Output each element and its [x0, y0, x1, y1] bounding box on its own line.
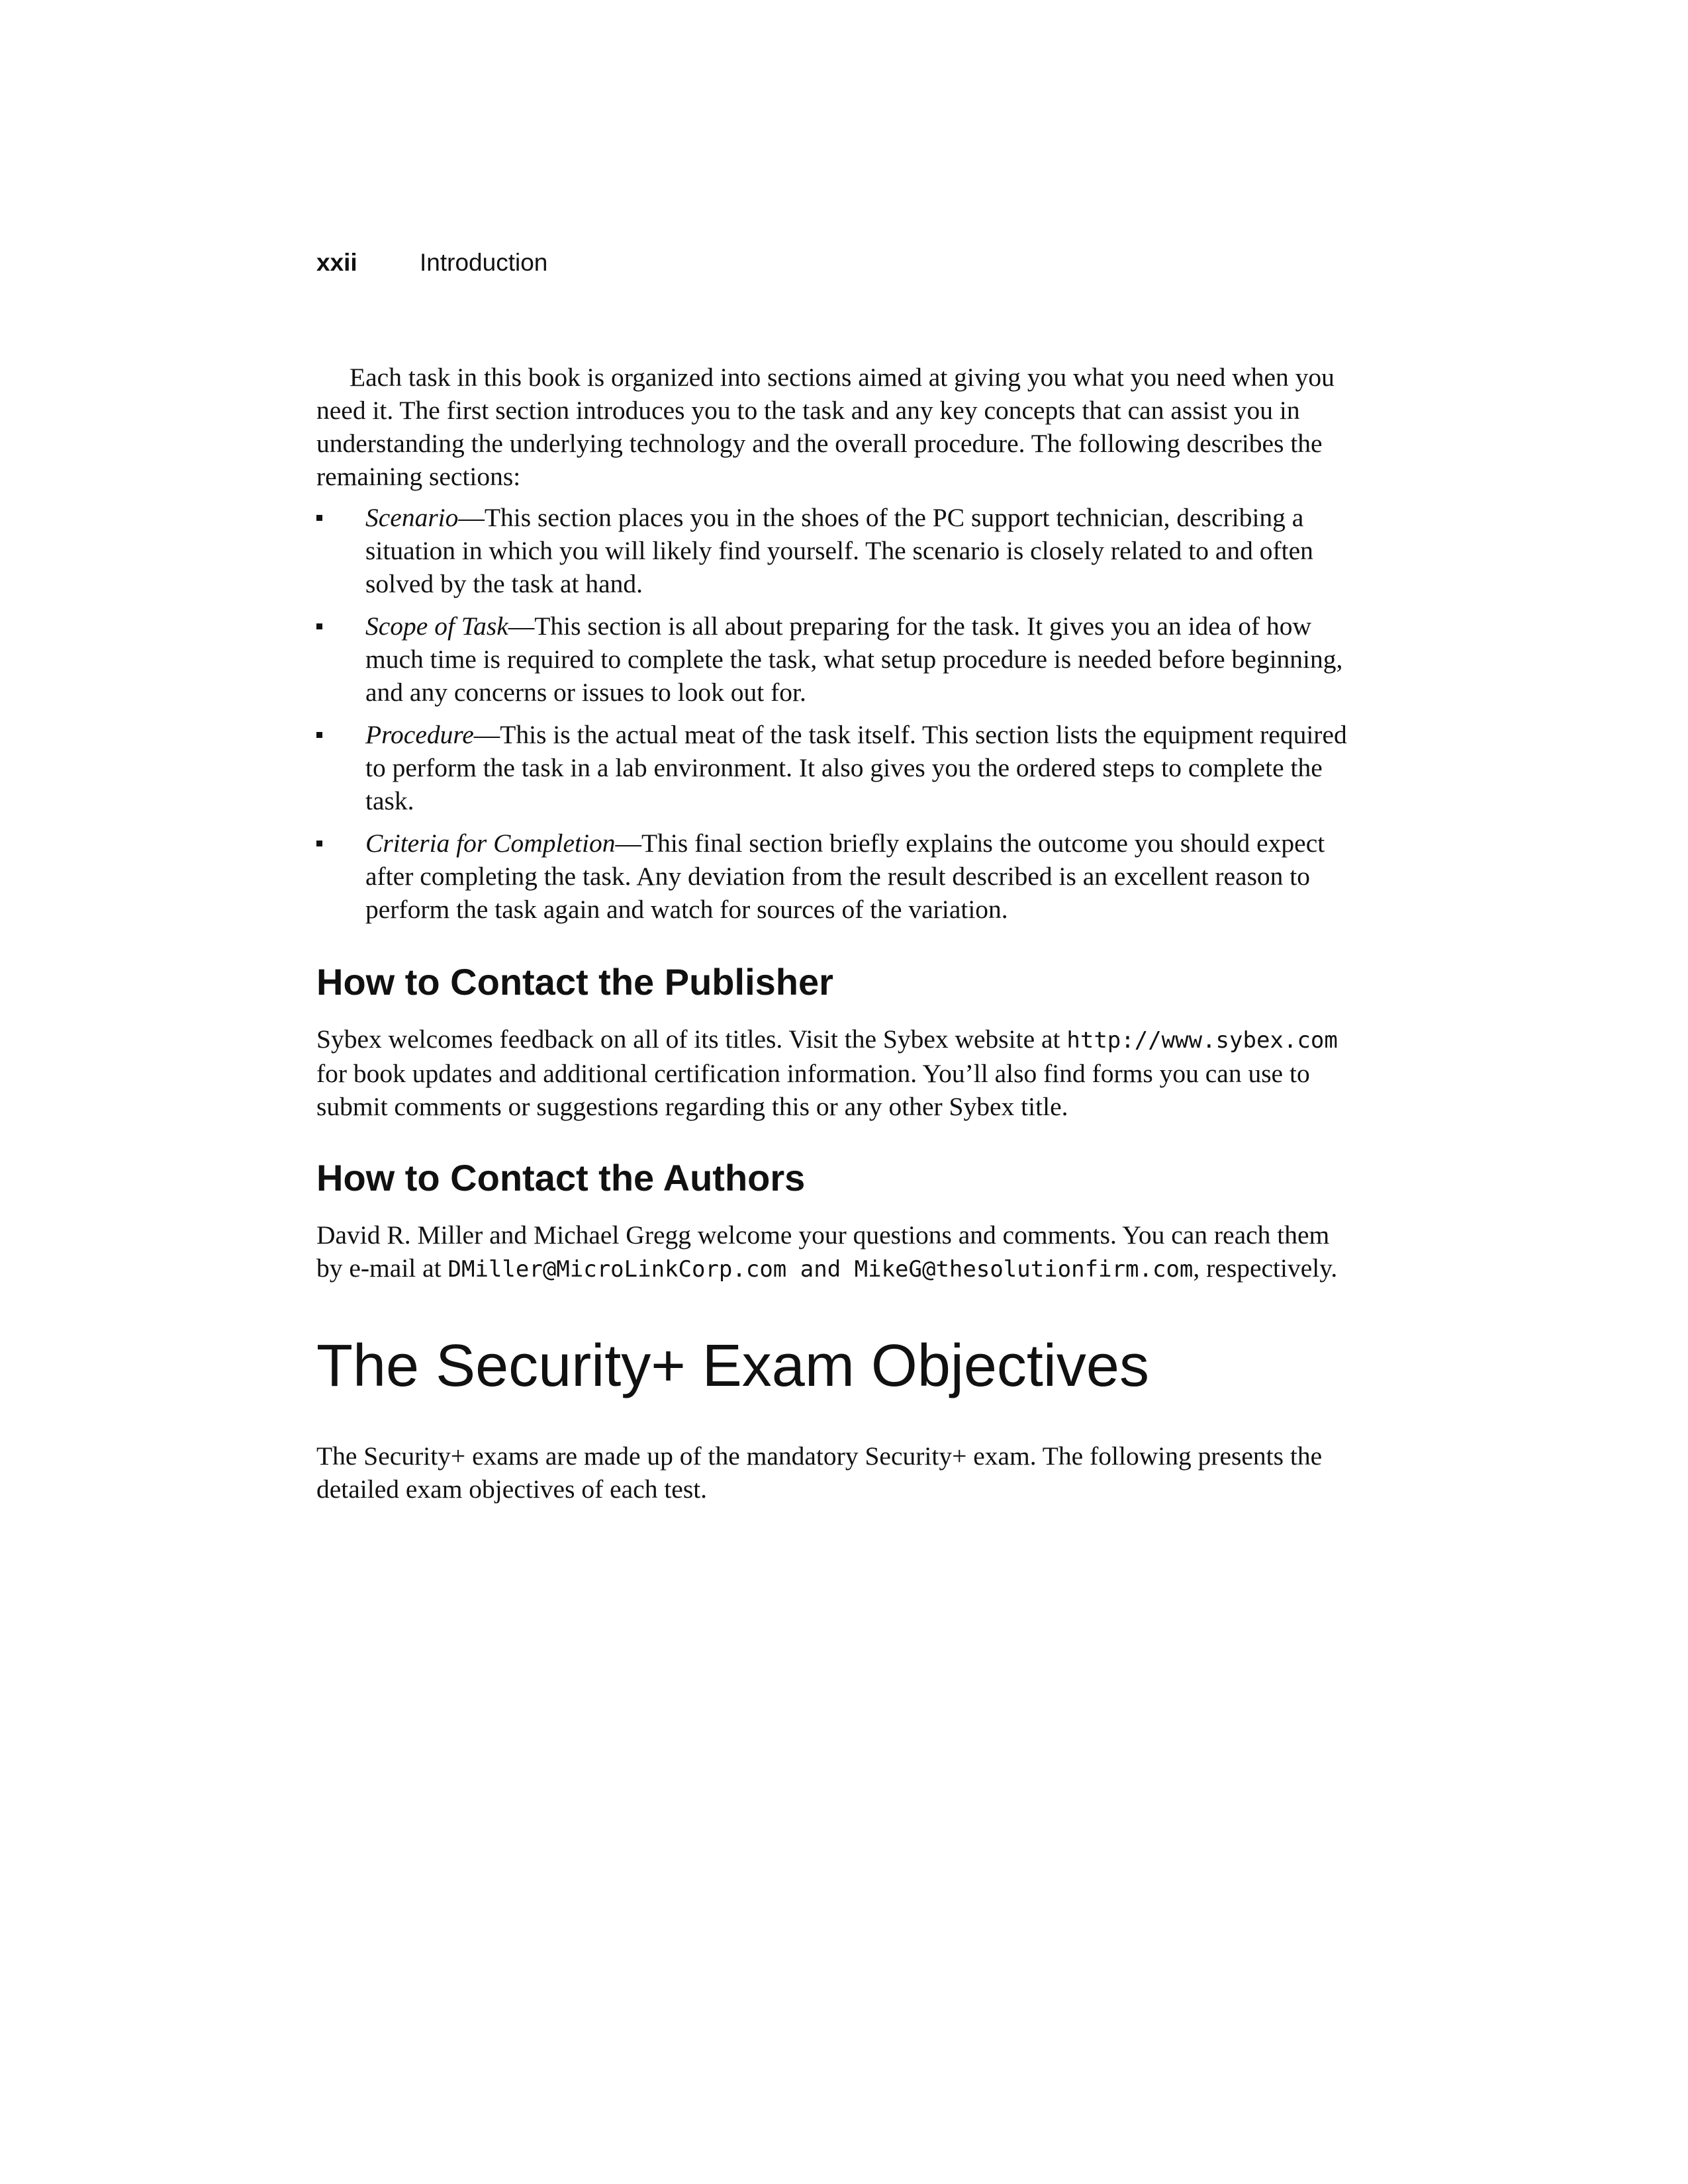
publisher-text-after: for book updates and additional certification information. You’ll also find forms you can use to submit comments or suggestions regarding this or any other Sybex title. [316, 1059, 1310, 1121]
intro-paragraph: Each task in this book is organized into sections aimed at giving you what you need when you need it. The first section introduces you to the task and any key concepts that can assist you in understanding the underlying technology and the overall procedure. The following describes the remaining sections: [316, 363, 1335, 491]
authors-text-after: , respectively. [1193, 1253, 1338, 1283]
list-item-scope-of-task [316, 610, 1356, 709]
list-item-term: Criteria for Completion [365, 829, 616, 858]
list-item-term: Procedure [365, 720, 474, 749]
list-item-text: —This section places you in the shoes of the PC support technician, describing a situation in which you will likely find yourself. The scenario is closely related to and often solved by the task at hand. [365, 503, 1313, 598]
authors-heading: How to Contact the Authors [316, 1157, 806, 1199]
list-item-criteria-for-completion [316, 827, 1356, 926]
page-number: xxii [316, 249, 357, 276]
authors-paragraph [316, 1218, 1356, 1286]
list-item-procedure [316, 718, 1356, 817]
publisher-text-before: Sybex welcomes feedback on all of its titles. Visit the Sybex website at [316, 1024, 1067, 1054]
section-list [316, 501, 1356, 926]
publisher-heading: How to Contact the Publisher [316, 961, 833, 1003]
authors-joiner: and [786, 1256, 855, 1283]
bullet-square-icon [316, 515, 322, 521]
list-item-term: Scenario [365, 503, 459, 532]
sybex-url-link[interactable]: http://www.sybex.com [1066, 1027, 1338, 1054]
publisher-paragraph [316, 1023, 1356, 1123]
miller-email-link[interactable]: DMiller@MicroLinkCorp.com [447, 1256, 787, 1283]
objectives-paragraph: The Security+ exams are made up of the mandatory Security+ exam. The following presents the detailed exam objectives of each test. [316, 1441, 1323, 1504]
running-head-title: Introduction [420, 249, 548, 276]
running-head [316, 246, 547, 279]
bullet-square-icon [316, 623, 322, 629]
objectives-heading: The Security+ Exam Objectives [316, 1333, 1149, 1399]
gregg-email-link[interactable]: MikeG@thesolutionfirm.com [854, 1256, 1194, 1283]
bullet-square-icon [316, 841, 322, 846]
list-item-scenario [316, 501, 1356, 600]
bullet-square-icon [316, 732, 322, 738]
list-item-text: —This section is all about preparing for the task. It gives you an idea of how much time is required to complete the task, what setup procedure is needed before beginning, and any concerns or issues to look out for. [365, 612, 1343, 707]
authors-text-before: David R. Miller and Michael Gregg welcome your questions and comments. You can reach them by e-mail at [316, 1220, 1330, 1283]
list-item-term: Scope of Task [365, 612, 508, 641]
list-item-text: —This is the actual meat of the task itself. This section lists the equipment required to perform the task in a lab environment. It also gives you the ordered steps to complete the task. [365, 720, 1347, 815]
list-item-text: —This final section briefly explains the outcome you should expect after completing the task. Any deviation from the result described is an excellent reason to perform the task again and watch for sources of the variation. [365, 829, 1325, 924]
page-body [316, 361, 1356, 1506]
